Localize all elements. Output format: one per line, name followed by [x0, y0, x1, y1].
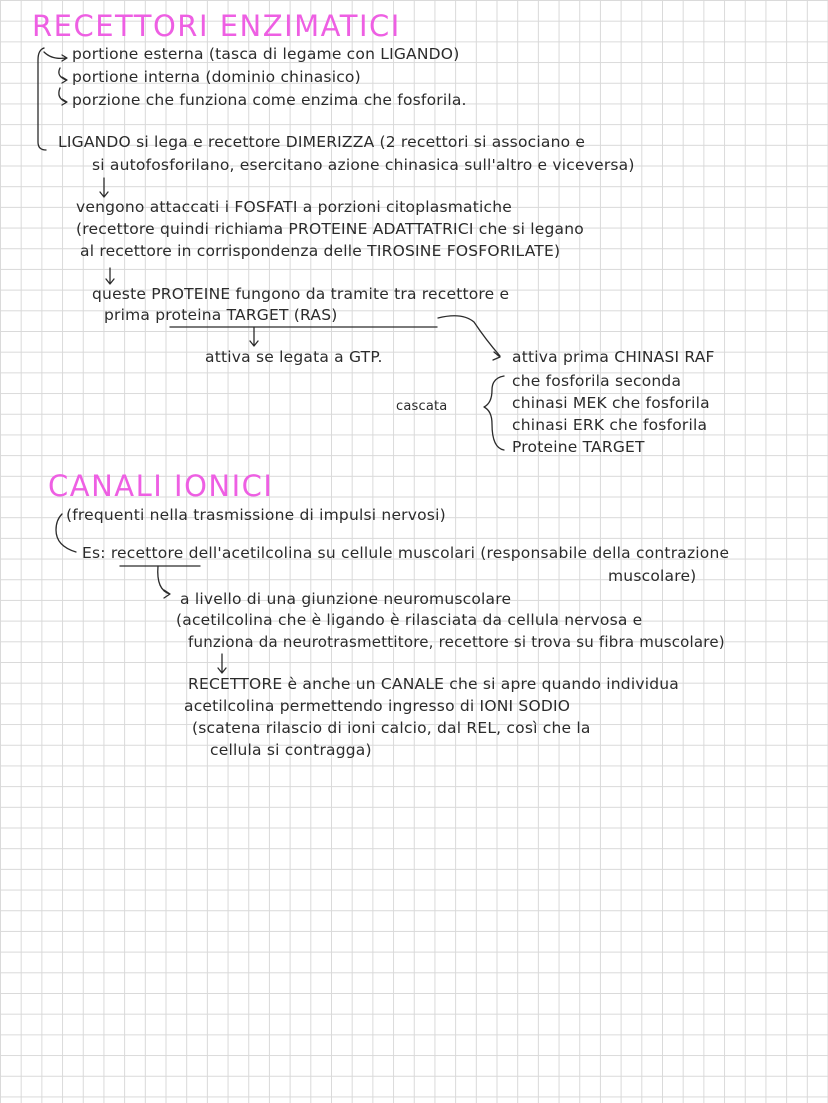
example-line-1: Es: recettore dell'acetilcolina su cellule muscolari (responsabile della contrazione: [82, 544, 730, 562]
arrow-part-2: [59, 68, 67, 83]
cascade-step-2: chinasi MEK che fosforila: [512, 394, 710, 412]
arrow-to-channel: [218, 654, 226, 673]
channel-line-2: acetilcolina permettendo ingresso di IONI SODIO: [184, 697, 571, 715]
title-canali-ionici: CANALI IONICI: [48, 469, 274, 503]
dimerization-line-1: LIGANDO si lega e recettore DIMERIZZA (2 recettori si associano e: [58, 133, 586, 151]
receptor-part-internal: portione interna (dominio chinasico): [72, 68, 361, 86]
junction-line-3: funziona da neurotrasmettitore, recettore si trova su fibra muscolare): [188, 633, 725, 651]
cascade-step-1: che fosforila seconda: [512, 372, 682, 390]
bracket-receptor-parts: [38, 48, 46, 150]
arrow-part-1: [44, 52, 67, 61]
arrow-to-junction: [158, 566, 170, 598]
cascade-step-4: Proteine TARGET: [512, 438, 645, 456]
receptor-part-external: portione esterna (tasca di legame con LIGANDO): [72, 45, 460, 63]
phosphate-line-1: vengono attaccati i FOSFATI a porzioni citoplasmatiche: [76, 198, 513, 216]
channel-line-3: (scatena rilascio di ioni calcio, dal REL, così che la: [192, 719, 591, 737]
title-recettori-enzimatici: RECETTORI ENZIMATICI: [32, 9, 401, 43]
receptor-part-enzyme: porzione che funziona come enzima che fosforila.: [72, 91, 467, 109]
junction-line-2: (acetilcolina che è ligando è rilasciata da cellula nervosa e: [176, 611, 643, 629]
channel-line-1: RECETTORE è anche un CANALE che si apre quando individua: [188, 675, 679, 693]
dimerization-line-2: si autofosforilano, esercitano azione chinasica sull'altro e viceversa): [92, 156, 635, 174]
adapter-line-2: prima proteina TARGET (RAS): [104, 306, 338, 324]
arrow-to-adapters: [106, 268, 114, 284]
adapter-line-1: queste PROTEINE fungono da tramite tra recettore e: [92, 285, 510, 303]
brace-cascade: [484, 376, 504, 450]
phosphate-line-2: (recettore quindi richiama PROTEINE ADATTATRICI che si legano: [76, 220, 584, 238]
junction-line-1: a livello di una giunzione neuromuscolare: [180, 590, 512, 608]
arrow-to-phosphates: [100, 178, 108, 197]
arrow-to-raf: [438, 316, 500, 360]
bracket-channels: [56, 514, 76, 552]
raf-activation: attiva prima CHINASI RAF: [512, 348, 715, 366]
arrow-part-3: [59, 88, 67, 105]
example-line-2: muscolare): [608, 567, 697, 585]
ras-gtp-note: attiva se legata a GTP.: [205, 348, 383, 366]
phosphate-line-3: al recettore in corrispondenza delle TIROSINE FOSFORILATE): [80, 242, 561, 260]
cascade-label: cascata: [396, 399, 448, 414]
arrow-to-gtp: [250, 327, 258, 346]
channels-intro: (frequenti nella trasmissione di impulsi nervosi): [66, 506, 446, 524]
channel-line-4: cellula si contragga): [210, 741, 372, 759]
cascade-step-3: chinasi ERK che fosforila: [512, 416, 708, 434]
